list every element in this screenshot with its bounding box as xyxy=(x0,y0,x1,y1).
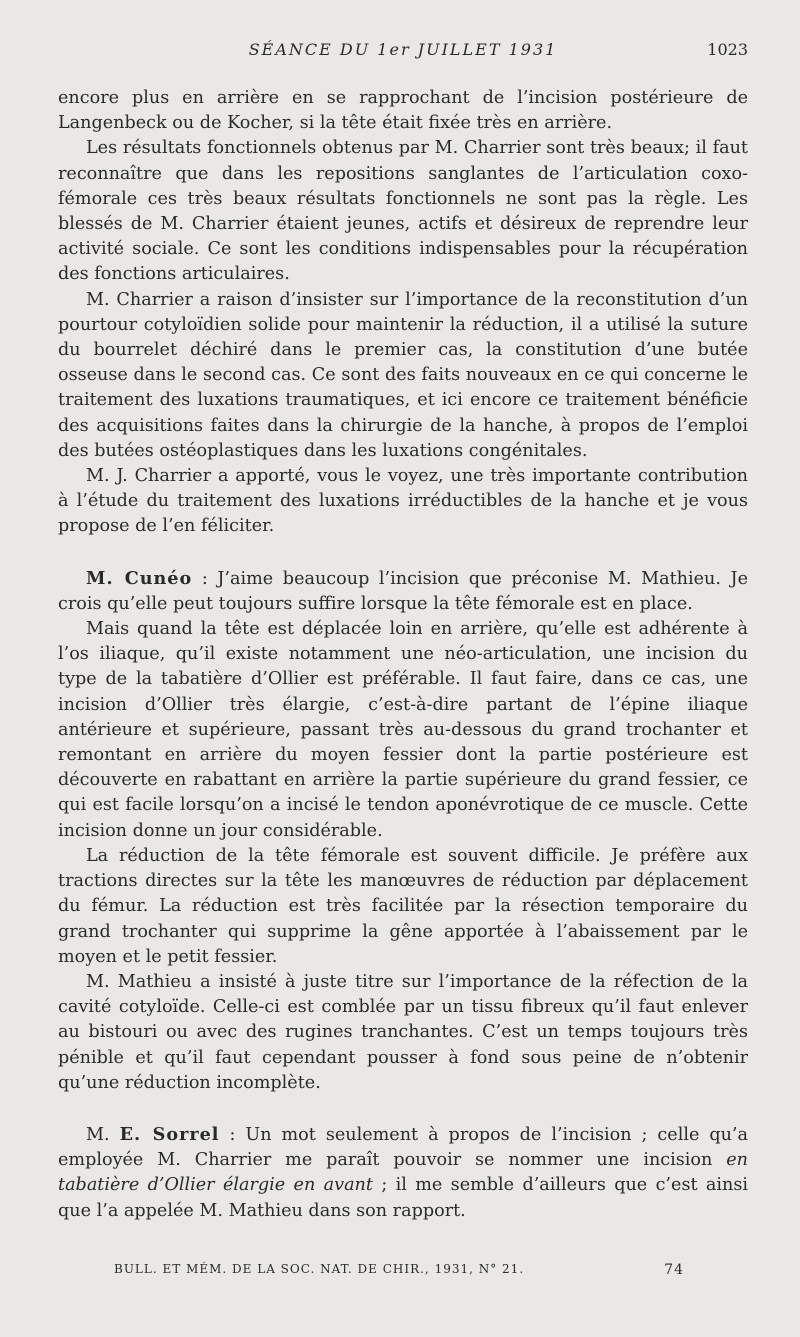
speaker-name: M. Cunéo xyxy=(86,567,193,589)
speaker-prefix: M. xyxy=(86,1124,120,1145)
section-gap xyxy=(58,540,748,566)
running-head xyxy=(58,40,748,68)
page-number: 1023 xyxy=(707,40,748,59)
speaker-paragraph-sorrel xyxy=(58,1122,748,1224)
paragraph: Mais quand la tête est déplacée loin en arrière, qu’elle est adhérente à l’os iliaque, qu’il existe notamment une néo-articulation, une incision du type de la tabatière d’Ollier est préférable. Il faut faire, dans ce cas, une incision d’Ollier très élargie, c’est-à-dire partant de l’épine iliaque antérieure et supérieure, passant très au-dessous du grand trochanter et remontant en arrière du moyen fessier dont la partie postérieure est découverte en rabattant en arrière la partie supérieure du grand fessier, ce qui est facile lorsqu’on a incisé le tendon aponévrotique de ce muscle. Cette incision donne un jour considérable. xyxy=(58,619,748,841)
section-gap xyxy=(58,1096,748,1122)
paragraph: La réduction de la tête fémorale est souvent difficile. Je préfère aux tractions directes sur la tête les manœuvres de réduction par déplacement du fémur. La réduction est très facilitée par la résection temporaire du grand trochanter qui supprime la gêne apportée à l’abaissement par le moyen et le petit fessier. xyxy=(58,845,748,967)
journal-reference: BULL. ET MÉM. DE LA SOC. NAT. DE CHIR., 1931, N° 21. xyxy=(114,1262,525,1276)
paragraph: M. Mathieu a insisté à juste titre sur l’importance de la réfection de la cavité cotyloïde. Celle-ci est comblée par un tissu fibreux qu’il faut enlever au bistouri ou avec des rugines tranchantes. C’est un temps toujours très pénible et qu’il faut cependant pousser à fond sous peine de n’obtenir qu’une réduction incomplète. xyxy=(58,971,748,1093)
speaker-paragraph-cuneo xyxy=(58,566,748,617)
paragraph: Les résultats fonctionnels obtenus par M. Charrier sont très beaux; il faut reconnaître que dans les repositions sanglantes de l’articulation coxo-fémorale ces très beaux résultats fonctionnels ne sont pas la règle. Les blessés de M. Charrier étaient jeunes, actifs et désireux de reprendre leur activité sociale. Ce sont les conditions indispensables pour la récupération des fonctions articulaires. xyxy=(58,138,748,285)
speaker-name: E. Sorrel xyxy=(119,1123,220,1145)
italic-term: en tabatière d’Ollier élargie en avant xyxy=(58,1150,748,1196)
running-title: SÉANCE DU 1er JUILLET 1931 xyxy=(248,40,558,59)
paragraph-text: : Un mot seulement à propos de l’incision ; celle qu’a employée M. Charrier me paraît pouvoir se nommer une incision xyxy=(58,1124,749,1171)
paragraph: M. J. Charrier a apporté, vous le voyez, une très importante contribution à l’étude du traitement des luxations irréductibles de la hanche et je vous propose de l’en féliciter. xyxy=(58,466,748,537)
paragraph-text: ; il me semble d’ailleurs que c’est ainsi que l’a appelée M. Mathieu dans son rapport. xyxy=(58,1175,748,1221)
article-body xyxy=(58,86,748,1224)
paragraph: encore plus en arrière en se rapprochant de l’incision postérieure de Langenbeck ou de Kocher, si la tête était fixée très en arrière. xyxy=(58,88,748,134)
paragraph-text: : J’aime beaucoup l’incision que préconise M. Mathieu. Je crois qu’elle peut toujours suffire lorsque la tête fémorale est en place. xyxy=(58,568,748,614)
signature-mark: 74 xyxy=(664,1262,684,1278)
paragraph: M. Charrier a raison d’insister sur l’importance de la reconstitution d’un pourtour cotyloïdien solide pour maintenir la réduction, il a utilisé la suture du bourrelet déchiré dans le premier cas, la constitution d’une butée osseuse dans le second cas. Ce sont des faits nouveaux en ce qui concerne le traitement des luxations traumatiques, et ici encore ce traitement bénéficie des acquisitions faites dans la chirurgie de la hanche, à propos de l’emploi des butées ostéoplastiques dans les luxations congénitales. xyxy=(58,289,748,461)
